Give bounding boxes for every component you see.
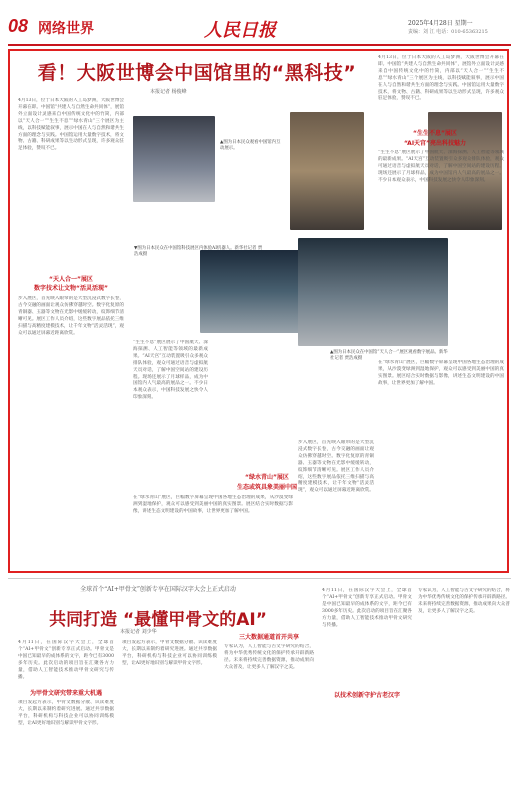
- second-col-4: 4月11日，在国际汉字大会上，全球首个“AI+甲骨文”创新专享正式启动。甲骨文是中国已知最早的成体系的文字，距今已有3000多年历史。此次启动的项目旨在汇聚各方力量，借助人工智能技术推动甲骨文研究与传播。: [322, 588, 412, 628]
- caption-1: ▲图为日本民众观看中国馆内互动展示。: [220, 140, 281, 151]
- section-name: 网络世界: [38, 20, 94, 36]
- feature-byline: 本报记者 杨俊峰: [150, 89, 187, 95]
- newspaper-logo: 人民日报: [204, 20, 276, 41]
- header-divider: [8, 44, 511, 46]
- editor-line: 责编：刘 江 电话：010-65363215: [408, 29, 488, 35]
- feature-col-4: 4月13日，位于日本大阪的人工岛梦洲，大阪世博会开幕在即。中国馆“共建人与自然生命共同体”，展馆外立面设计灵感来自中国传统文化中的竹简，内部以“天人合一”“生生不息”“绿水青山”三个展区为主线，以科技赋能叙事，展示中国在人与自然和谐共生方面的理念与实践。中国馆运用大量数字技术，将文物、古籍、科研成果等以生动形式呈现，许多观众驻足体验，赞叹不已。: [378, 55, 504, 102]
- feature-col-6: 在“绿水青山”展区，巨幅数字屏幕呈现中国各地生态治理的成果，从沙漠变绿洲到湿地保护，观众可以感受到美丽中国的真实图景。展区结合实时数据与影像，讲述生态文明建设的中国故事，让世界更加了解中国。: [378, 360, 504, 386]
- subhead-1: “天人合一”展区: [49, 276, 93, 283]
- photo-hall: [298, 238, 448, 346]
- page-header: [8, 14, 511, 48]
- second-col-5: 专家认为，人工智能与古文字研究的结合，将为中华优秀传统文化的保护传承开辟新路径。未来将持续完善数据资源，推动成果向大众普及，让更多人了解汉字之美。: [418, 588, 510, 614]
- caption-2: ▼图为日本民众在中国馆科技展区内体验AI机器人。新华社记者 贾浩成摄: [134, 246, 263, 257]
- caption-3: ▲图为日本民众在中国馆“天人合一”展区观看数字展品。新华社记者 贾浩成摄: [330, 350, 448, 361]
- second-subhead-1: 为甲骨文研究带来重大机遇: [29, 690, 102, 697]
- subhead-3: “绿水青山”展区: [245, 474, 289, 481]
- feature-col-2: “生生不息”展区展示了中国航天、深海探测、人工智能等领域的最新成果。“AI天宫”互动装置吸引众多观众排队体验，观众可通过语音与虚拟航天员对话，了解中国空间站的建设历程。现场还展示了月球样品，成为中国馆内人气最高的展品之一。不少日本观众表示，中国科技发展之快令人印象深刻。: [133, 340, 208, 401]
- second-col-3: 专家认为，人工智能与古文字研究的结合，将为中华优秀传统文化的保护传承开辟新路径。未来将持续完善数据资源，推动成果向大众普及，让更多人了解汉字之美。: [224, 644, 314, 670]
- page-number: 08: [8, 16, 29, 36]
- subhead-2b: “AI天宫”亮出科技魅力: [404, 140, 466, 147]
- second-col-2: 项目发起方表示，甲骨文数据分散、识读难度大，长期以来制约着研究进展。通过共享数据平台，科研机构与科技企业可以协同训练模型，让AI更好地识别与解读甲骨文字形。: [122, 640, 217, 666]
- subhead-2: “生生不息”展区: [413, 130, 457, 137]
- second-subhead-3: 以技术创新守护古老汉字: [333, 692, 400, 699]
- feature-col-7: 步入展区，首先映入眼帘的是大型沉浸式数字长卷，古今交融的画面让观众仿佛穿越时空。数字化复原的青铜器、玉器等文物在光影中缓缓转动，纹饰细节清晰可见。展区工作人员介绍，这些数字展品依托三维扫描与高精度建模技术，让千年文物“活灵活现”，观众可以通过屏幕近距离欣赏。: [298, 440, 374, 494]
- second-title: 共同打造 “最懂甲骨文的AI”: [49, 610, 267, 630]
- feature-title: 看！大阪世博会中国馆里的“黑科技”: [37, 62, 357, 84]
- feature-col-5: “生生不息”展区展示了中国航天、深海探测、人工智能等领域的最新成果。“AI天宫”互动装置吸引众多观众排队体验，观众可通过语音与虚拟航天员对话，了解中国空间站的建设历程。现场还展示了月球样品，成为中国馆内人气最高的展品之一。不少日本观众表示，中国科技发展之快令人印象深刻。: [378, 150, 504, 183]
- subhead-3b: 生态或筑具象美丽中国: [236, 484, 297, 491]
- subhead-1b: 数字技术让文物“活灵活现”: [34, 285, 108, 292]
- second-kicker: 全球首个“AI+甲骨文”创新专享在国际汉字大会上正式启动: [80, 586, 236, 593]
- feature-col-3: 在“绿水青山”展区，巨幅数字屏幕呈现中国各地生态治理的成果，从沙漠变绿洲到湿地保护，观众可以感受到美丽中国的真实图景。展区结合实时数据与影像，讲述生态文明建设的中国故事，让世界更加了解中国。: [133, 495, 293, 514]
- feature-col-1: 4月13日，位于日本大阪的人工岛梦洲，大阪世博会开幕在即。中国馆“共建人与自然生命共同体”，展馆外立面设计灵感来自中国传统文化中的竹简，内部以“天人合一”“生生不息”“绿水青山”三个展区为主线，以科技赋能叙事，展示中国在人与自然和谐共生方面的理念与实践。中国馆运用大量数字技术，将文物、古籍、科研成果等以生动形式呈现，许多观众驻足体验，赞叹不已。: [18, 98, 124, 152]
- second-byline: 本报记者 刘少华: [120, 629, 157, 635]
- photo-visitors: [133, 116, 215, 202]
- second-col-1: 4月11日，在国际汉字大会上，全球首个“AI+甲骨文”创新专享正式启动。甲骨文是中国已知最早的成体系的文字，距今已有3000多年历史。此次启动的项目旨在汇聚各方力量，借助人工智能技术推动甲骨文研究与传播。: [18, 640, 114, 680]
- feature-col-1b: 步入展区，首先映入眼帘的是大型沉浸式数字长卷，古今交融的画面让观众仿佛穿越时空。数字化复原的青铜器、玉器等文物在光影中缓缓转动，纹饰细节清晰可见。展区工作人员介绍，这些数字展品依托三维扫描与高精度建模技术，让千年文物“活灵活现”，观众可以通过屏幕近距离欣赏。: [18, 296, 124, 336]
- photo-robot-left: [290, 112, 364, 230]
- section-divider: [8, 578, 511, 579]
- second-subhead-2: 三大数据通道首开共享: [238, 634, 299, 641]
- second-col-1b: 项目发起方表示，甲骨文数据分散、识读难度大，长期以来制约着研究进展。通过共享数据平台，科研机构与科技企业可以协同训练模型，让AI更好地识别与解读甲骨文字形。: [18, 700, 114, 726]
- issue-date: 2025年4月28日 星期一: [408, 20, 473, 27]
